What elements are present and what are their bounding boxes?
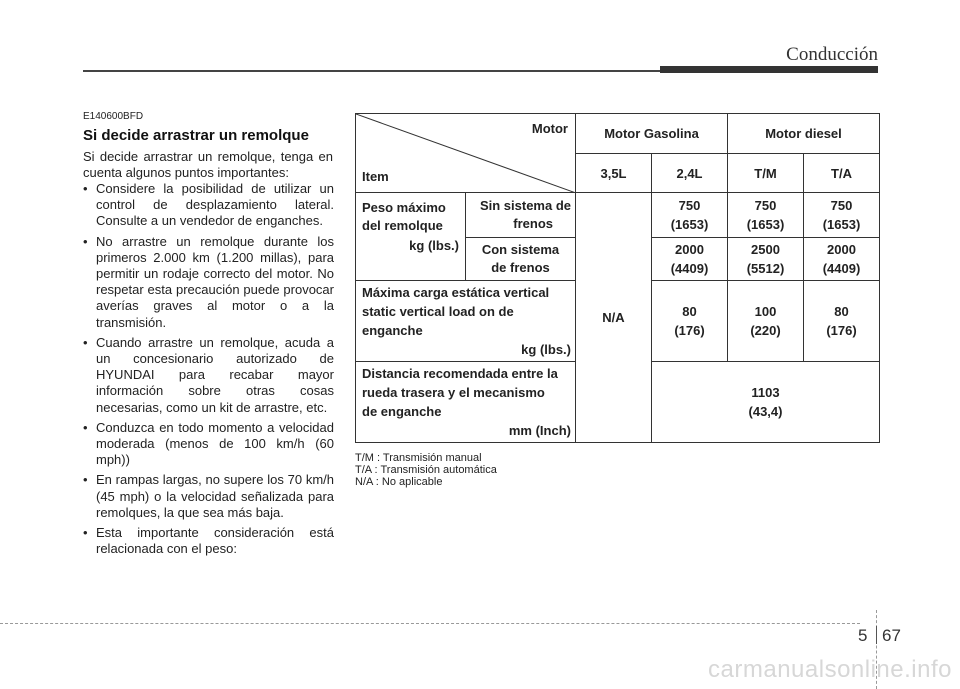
note-ta: T/A : Transmisión automática [355, 464, 497, 476]
sub-label-brakes: Con sistema de frenos [466, 238, 576, 281]
note-tm: T/M : Transmisión manual [355, 452, 482, 464]
value-brakes-tm: 2500 (5512) [728, 238, 804, 281]
list-item: • En rampas largas, no supere los 70 km/h (45 mph) o la velocidad señalizada para remolques, la que sea más baja. [83, 472, 334, 520]
watermark: carmanualsonline.info [708, 656, 952, 683]
value-distance: 1103 (43,4) [652, 362, 880, 443]
bullet-dot: • [83, 419, 88, 435]
section-code: E140600BFD [83, 111, 144, 122]
bullet-list [83, 181, 334, 561]
col-header-2-4l: 2,4L [652, 154, 728, 193]
bullet-dot: • [83, 472, 88, 488]
page-number-separator [876, 626, 877, 644]
page-number: 67 [882, 626, 901, 645]
header-rule [83, 70, 660, 72]
sub-label-no-brakes: Sin sistema de frenos [466, 193, 576, 238]
header-gasoline: Motor Gasolina [576, 114, 728, 154]
intro-text: Si decide arrastrar un remolque, tenga en cuenta algunos puntos importantes: [83, 149, 333, 180]
value-no-brakes-ta: 750 (1653) [804, 193, 880, 238]
header-diesel: Motor diesel [728, 114, 880, 154]
corner-item-label: Item [362, 169, 389, 184]
table-corner-cell [356, 114, 576, 193]
col-header-3-5l: 3,5L [576, 154, 652, 193]
value-static-tm: 100 (220) [728, 281, 804, 362]
table-notes [355, 452, 497, 488]
header-bar [660, 66, 878, 73]
towing-spec-table [355, 113, 880, 443]
value-no-brakes-2-4l: 750 (1653) [652, 193, 728, 238]
list-item: • No arrastre un remolque durante los primeros 2.000 km (1.200 millas), para permitir un rodaje correcto del motor. No respetar esta precaución puede provocar averías graves al motor o a la transmisión. [83, 233, 334, 330]
corner-motor-label: Motor [531, 121, 568, 136]
value-static-ta: 80 (176) [804, 281, 880, 362]
list-item: • Cuando arrastre un remolque, acuda a un concesionario autorizado de HYUNDAI para recabar mayor información sobre otras cosas necesarias, como un kit de arrastre, etc. [83, 334, 334, 415]
row-label-static-load: Máxima carga estática vertical static vertical load on de enganche kg (lbs.) [356, 281, 576, 362]
value-brakes-ta: 2000 (4409) [804, 238, 880, 281]
row-label-distance: Distancia recomendada entre la rueda trasera y el mecanismo de enganche mm (Inch) [356, 362, 576, 443]
value-no-brakes-tm: 750 (1653) [728, 193, 804, 238]
list-item: • Considere la posibilidad de utilizar un control de desplazamiento lateral. Consulte a un vendedor de enganches. [83, 181, 334, 229]
value-static-2-4l: 80 (176) [652, 281, 728, 362]
value-brakes-2-4l: 2000 (4409) [652, 238, 728, 281]
bullet-dot: • [83, 334, 88, 350]
note-na: N/A : No aplicable [355, 476, 443, 488]
list-item: • Esta importante consideración está relacionada con el peso: [83, 525, 334, 557]
col-header-ta: T/A [804, 154, 880, 193]
bullet-dot: • [83, 525, 88, 541]
section-title: Si decide arrastrar un remolque [83, 127, 309, 144]
bullet-dot: • [83, 233, 88, 249]
page-section-number: 5 [858, 626, 868, 645]
na-cell: N/A [576, 193, 652, 443]
header-title: Conducción [786, 44, 878, 65]
list-item: • Conduzca en todo momento a velocidad moderada (menos de 100 km/h (60 mph)) [83, 419, 334, 468]
footer-dashed-rule [0, 623, 860, 624]
bullet-dot: • [83, 181, 88, 196]
col-header-tm: T/M [728, 154, 804, 193]
row-label-weight: Peso máximo del remolque kg (lbs.) [356, 193, 466, 281]
